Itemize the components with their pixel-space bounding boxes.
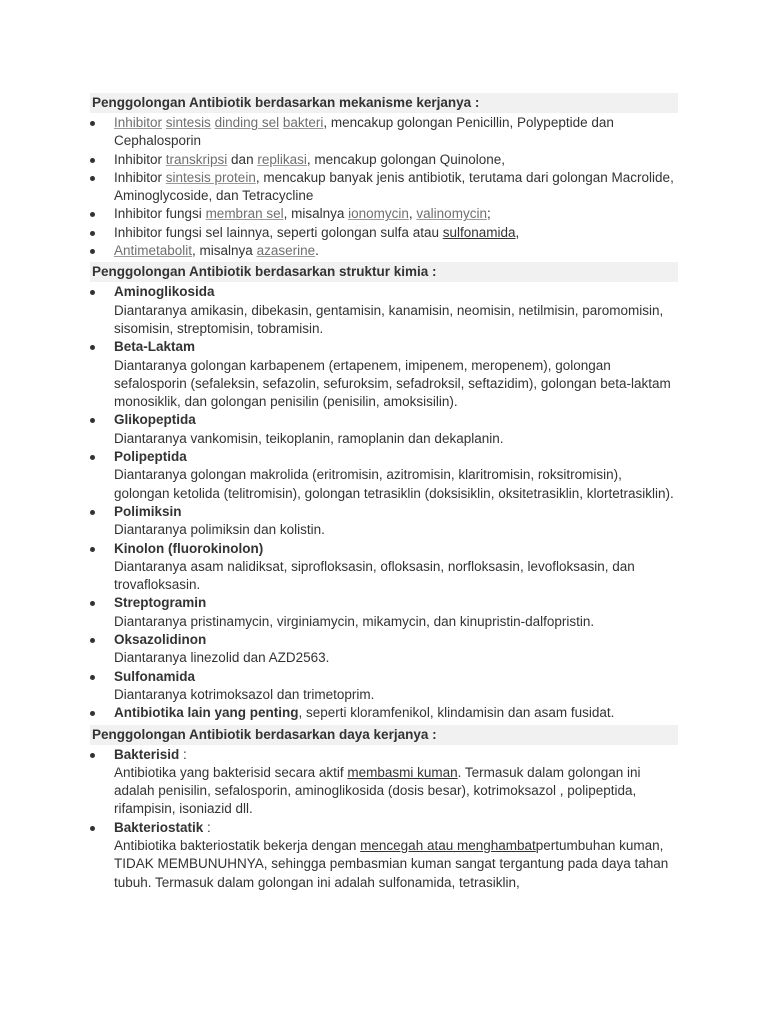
item-title: Oksazolidinon — [114, 632, 207, 648]
bullet-icon — [90, 176, 95, 181]
link-transkripsi[interactable]: transkripsi — [165, 151, 228, 167]
item-title: Antibiotika lain yang penting — [114, 705, 299, 721]
item-desc: Diantaranya kotrimoksazol dan trimetoprim. — [114, 686, 375, 702]
item-desc: Diantaranya polimiksin dan kolistin. — [114, 522, 325, 538]
bullet-icon — [90, 601, 95, 606]
bullet-icon — [90, 345, 95, 350]
item-desc: Antibiotika yang bakterisid secara aktif membasmi kuman. Termasuk dalam golongan ini adalah penisilin, sefalosporin, aminoglikosida (dosis besar), kotrimoksazol , polipeptida, rifampisin, isoniazid dll. — [114, 764, 641, 817]
link-bakteri[interactable]: bakteri — [282, 115, 324, 130]
list-item — [90, 631, 678, 668]
list-item — [90, 704, 678, 722]
item-title: Glikopeptida — [114, 412, 196, 428]
link-valinomycin[interactable]: valinomycin — [416, 206, 487, 222]
bullet-icon — [90, 212, 95, 217]
item-title: Beta-Laktam — [114, 339, 196, 355]
bullet-icon — [90, 249, 95, 254]
bullet-icon — [90, 711, 95, 716]
list-item: Inhibitor fungsi membran sel, misalnya ionomycin, valinomycin; — [90, 205, 678, 223]
list-item — [90, 503, 678, 540]
list-item: Inhibitor transkripsi dan replikasi, mencakup golongan Quinolone, — [90, 151, 678, 169]
link-sintesis[interactable]: sintesis — [165, 115, 211, 130]
bullet-icon — [90, 547, 95, 552]
link-membran-sel[interactable]: membran sel — [205, 206, 284, 222]
link-inhibitor[interactable]: Inhibitor — [114, 115, 163, 130]
bullet-icon — [90, 158, 95, 163]
list-mekanisme — [90, 114, 678, 260]
item-desc: Antibiotika bakteriostatik bekerja dengan mencegah atau menghambatpertumbuhan kuman, TIDAK MEMBUNUHNYA, sehingga pembasmian kuman sangat tergantung pada daya tahan tubuh. Termasuk dalam golongan ini adalah sulfonamida, tetrasiklin, — [114, 837, 669, 890]
link-mencegah-atau-menghambat[interactable]: mencegah atau menghambat — [360, 837, 536, 853]
bullet-icon — [90, 231, 95, 236]
list-item — [90, 283, 678, 338]
list-item: Inhibitor sintesis protein, mencakup banyak jenis antibiotik, terutama dari golongan Macrolide, Aminoglycoside, dan Tetracycline — [90, 169, 678, 206]
item-desc: Diantaranya asam nalidiksat, siprofloksasin, ofloksasin, norfloksasin, levofloksasin, dan trovafloksasin. — [114, 558, 635, 593]
link-ionomycin[interactable]: ionomycin — [348, 206, 409, 222]
item-desc: Diantaranya amikasin, dibekasin, gentamisin, kanamisin, neomisin, netilmisin, paromomisin, sisomisin, streptomisin, tobramisin. — [114, 302, 664, 336]
list-item — [90, 668, 678, 705]
document-page — [90, 93, 678, 894]
bullet-icon — [90, 826, 95, 831]
list-item — [90, 448, 678, 503]
item-desc: , seperti kloramfenikol, klindamisin dan asam fusidat. — [298, 705, 615, 721]
link-sulfonamida[interactable]: sulfonamida — [442, 224, 516, 240]
item-title: Streptogramin — [114, 595, 207, 611]
bullet-icon — [90, 638, 95, 643]
item-title: Bakteriostatik — [114, 819, 204, 835]
bullet-icon — [90, 121, 95, 126]
link-sintesis-protein[interactable]: sintesis protein — [165, 169, 256, 185]
section-heading-mekanisme: Penggolongan Antibiotik berdasarkan mekanisme kerjanya : — [90, 93, 678, 113]
list-item: Bakterisid : Antibiotika yang bakterisid secara aktif membasmi kuman. Termasuk dalam golongan ini adalah penisilin, sefalosporin, aminoglikosida (dosis besar), kotrimoksazol , polipeptida, rifampisin, isoniazid dll. — [90, 746, 678, 819]
list-item: Inhibitor fungsi sel lainnya, seperti golongan sulfa atau sulfonamida, — [90, 224, 678, 242]
section-heading-daya: Penggolongan Antibiotik berdasarkan daya kerjanya : — [90, 725, 678, 745]
item-title: Polipeptida — [114, 449, 187, 465]
bullet-icon — [90, 675, 95, 680]
section-heading-struktur: Penggolongan Antibiotik berdasarkan struktur kimia : — [90, 262, 678, 282]
bullet-icon — [90, 418, 95, 423]
link-azaserine[interactable]: azaserine — [256, 243, 316, 259]
list-item: Inhibitor sintesis dinding sel bakteri, mencakup golongan Penicillin, Polypeptide dan Cephalosporin — [90, 114, 678, 151]
bullet-icon — [90, 290, 95, 295]
item-title: Sulfonamida — [114, 668, 196, 684]
bullet-icon — [90, 753, 95, 758]
item-title: Bakterisid — [114, 746, 180, 762]
list-item: Antimetabolit, misalnya azaserine. — [90, 242, 678, 260]
item-title: Kinolon (fluorokinolon) — [114, 540, 264, 556]
item-desc: Diantaranya golongan karbapenem (ertapenem, imipenem, meropenem), golongan sefalosporin (sefaleksin, sefazolin, sefuroksim, sefadroksil, seftazidim), golongan beta-laktam monosiklik, dan golongan penisilin (penisilin, amoksisilin). — [114, 357, 671, 410]
link-dinding-sel[interactable]: dinding sel — [214, 115, 280, 130]
list-item: Bakteriostatik : Antibiotika bakteriostatik bekerja dengan mencegah atau menghambatpertumbuhan kuman, TIDAK MEMBUNUHNYA, sehingga pembasmian kuman sangat tergantung pada daya tahan tubuh. Termasuk dalam golongan ini adalah sulfonamida, tetrasiklin, — [90, 819, 678, 892]
item-desc: Diantaranya golongan makrolida (eritromisin, azitromisin, klaritromisin, roksitromisin), golongan ketolida (telitromisin), golongan tetrasiklin (doksisiklin, oksitetrasiklin, klortetrasiklin). — [114, 467, 674, 501]
list-daya — [90, 746, 678, 892]
item-title: Aminoglikosida — [114, 284, 215, 300]
bullet-icon — [90, 510, 95, 515]
link-antimetabolit[interactable]: Antimetabolit — [114, 243, 193, 259]
link-membasmi-kuman[interactable]: membasmi kuman — [347, 764, 458, 780]
item-desc: Diantaranya pristinamycin, virginiamycin, mikamycin, dan kinupristin-dalfopristin. — [114, 613, 595, 629]
list-item — [90, 540, 678, 595]
list-item — [90, 594, 678, 631]
item-title: Polimiksin — [114, 503, 182, 519]
bullet-icon — [90, 455, 95, 460]
item-desc: Diantaranya vankomisin, teikoplanin, ramoplanin dan dekaplanin. — [114, 430, 504, 446]
link-replikasi[interactable]: replikasi — [257, 151, 307, 167]
list-item — [90, 338, 678, 411]
item-desc: Diantaranya linezolid dan AZD2563. — [114, 650, 330, 666]
list-item — [90, 411, 678, 448]
list-struktur — [90, 283, 678, 722]
